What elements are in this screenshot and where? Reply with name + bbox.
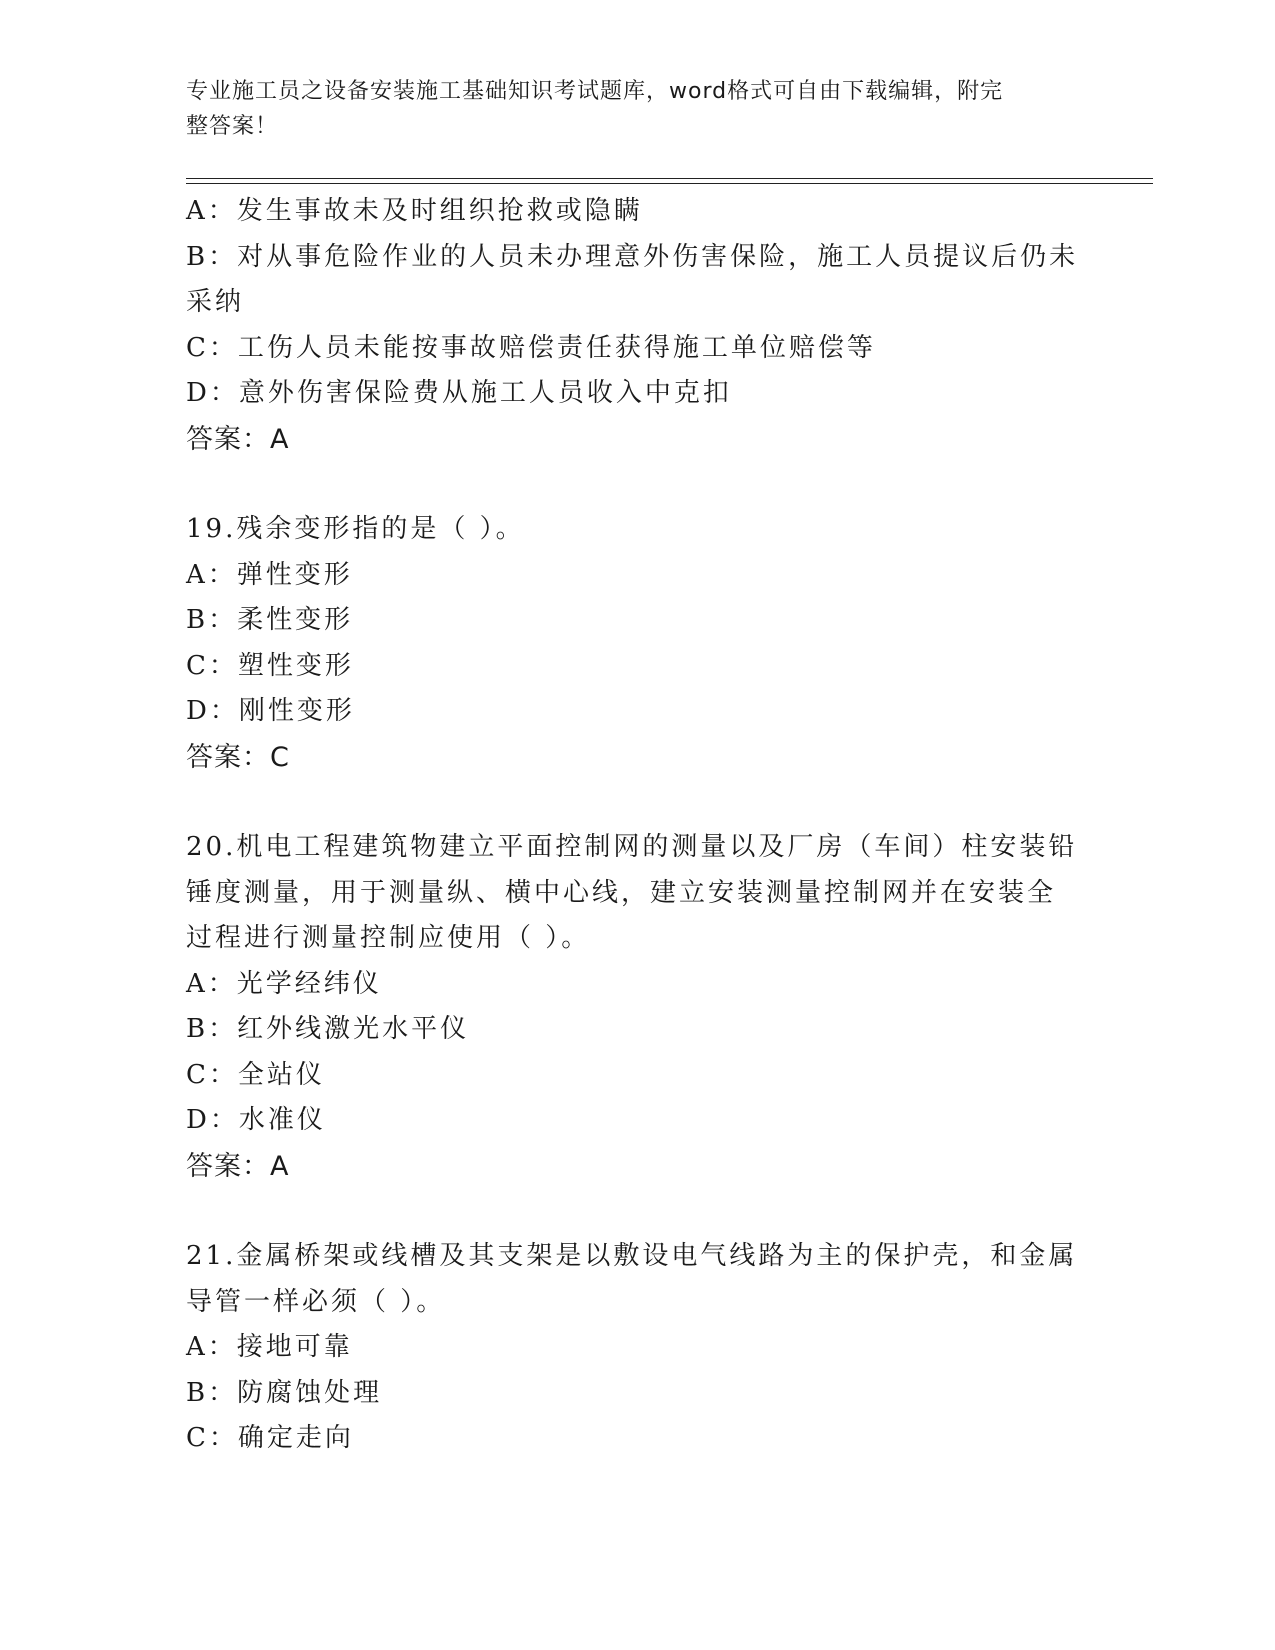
question-stem: 19.残余变形指的是（ ）。 [186,514,525,544]
option-b: B：红外线激光水平仪 [186,1014,470,1044]
spacer [186,462,1086,507]
question-19 [186,507,1086,780]
answer: 答案：C [186,741,290,773]
option-b: B：防腐蚀处理 [186,1377,383,1408]
spacer [186,1189,1086,1234]
option-b: B：对从事危险作业的人员未办理意外伤害保险，施工人员提议后仍未 [186,241,1079,272]
header-title-line-1: 专业施工员之设备安装施工基础知识考试题库，word格式可自由下载编辑，附完 [186,79,1004,104]
option-c: C：塑性变形 [186,650,354,681]
question-stem-line-2: 锤度测量，用于测量纵、横中心线，建立安装测量控制网并在安装全 [186,877,1057,908]
option-a: A：接地可靠 [186,1332,353,1362]
question-stem-line-2: 导管一样必须（ ）。 [186,1286,446,1317]
question-content [186,189,1086,1462]
question-stem-line-3: 过程进行测量控制应使用（ ）。 [186,923,591,953]
option-c: C：工伤人员未能按事故赔偿责任获得施工单位赔偿等 [186,332,876,363]
header-title-line-2: 整答案！ [186,114,279,139]
spacer [186,780,1086,825]
question-stem-line-1: 20.机电工程建筑物建立平面控制网的测量以及厂房（车间）柱安装铅 [186,832,1078,862]
option-c: C：全站仪 [186,1059,325,1090]
option-c: C：确定走向 [186,1423,354,1453]
answer: 答案：A [186,423,290,455]
option-d: D：水准仪 [186,1105,326,1135]
option-d: D：刚性变形 [186,696,355,726]
question-stem-line-1: 21.金属桥架或线槽及其支架是以敷设电气线路为主的保护壳，和金属 [186,1241,1078,1271]
option-d: D：意外伤害保险费从施工人员收入中克扣 [186,378,732,408]
option-a: A：发生事故未及时组织抢救或隐瞒 [186,196,643,226]
question-21 [186,1234,1086,1462]
option-b: B：柔性变形 [186,605,354,635]
header-divider-bottom [186,183,1153,184]
option-a: A：弹性变形 [186,559,353,590]
document-header [186,74,1066,144]
option-a: A：光学经纬仪 [186,968,382,999]
answer: 答案：A [186,1150,290,1182]
option-b-continued: 采纳 [186,287,245,317]
question-20 [186,825,1086,1189]
header-divider-top [186,178,1153,179]
previous-question [186,189,1086,462]
